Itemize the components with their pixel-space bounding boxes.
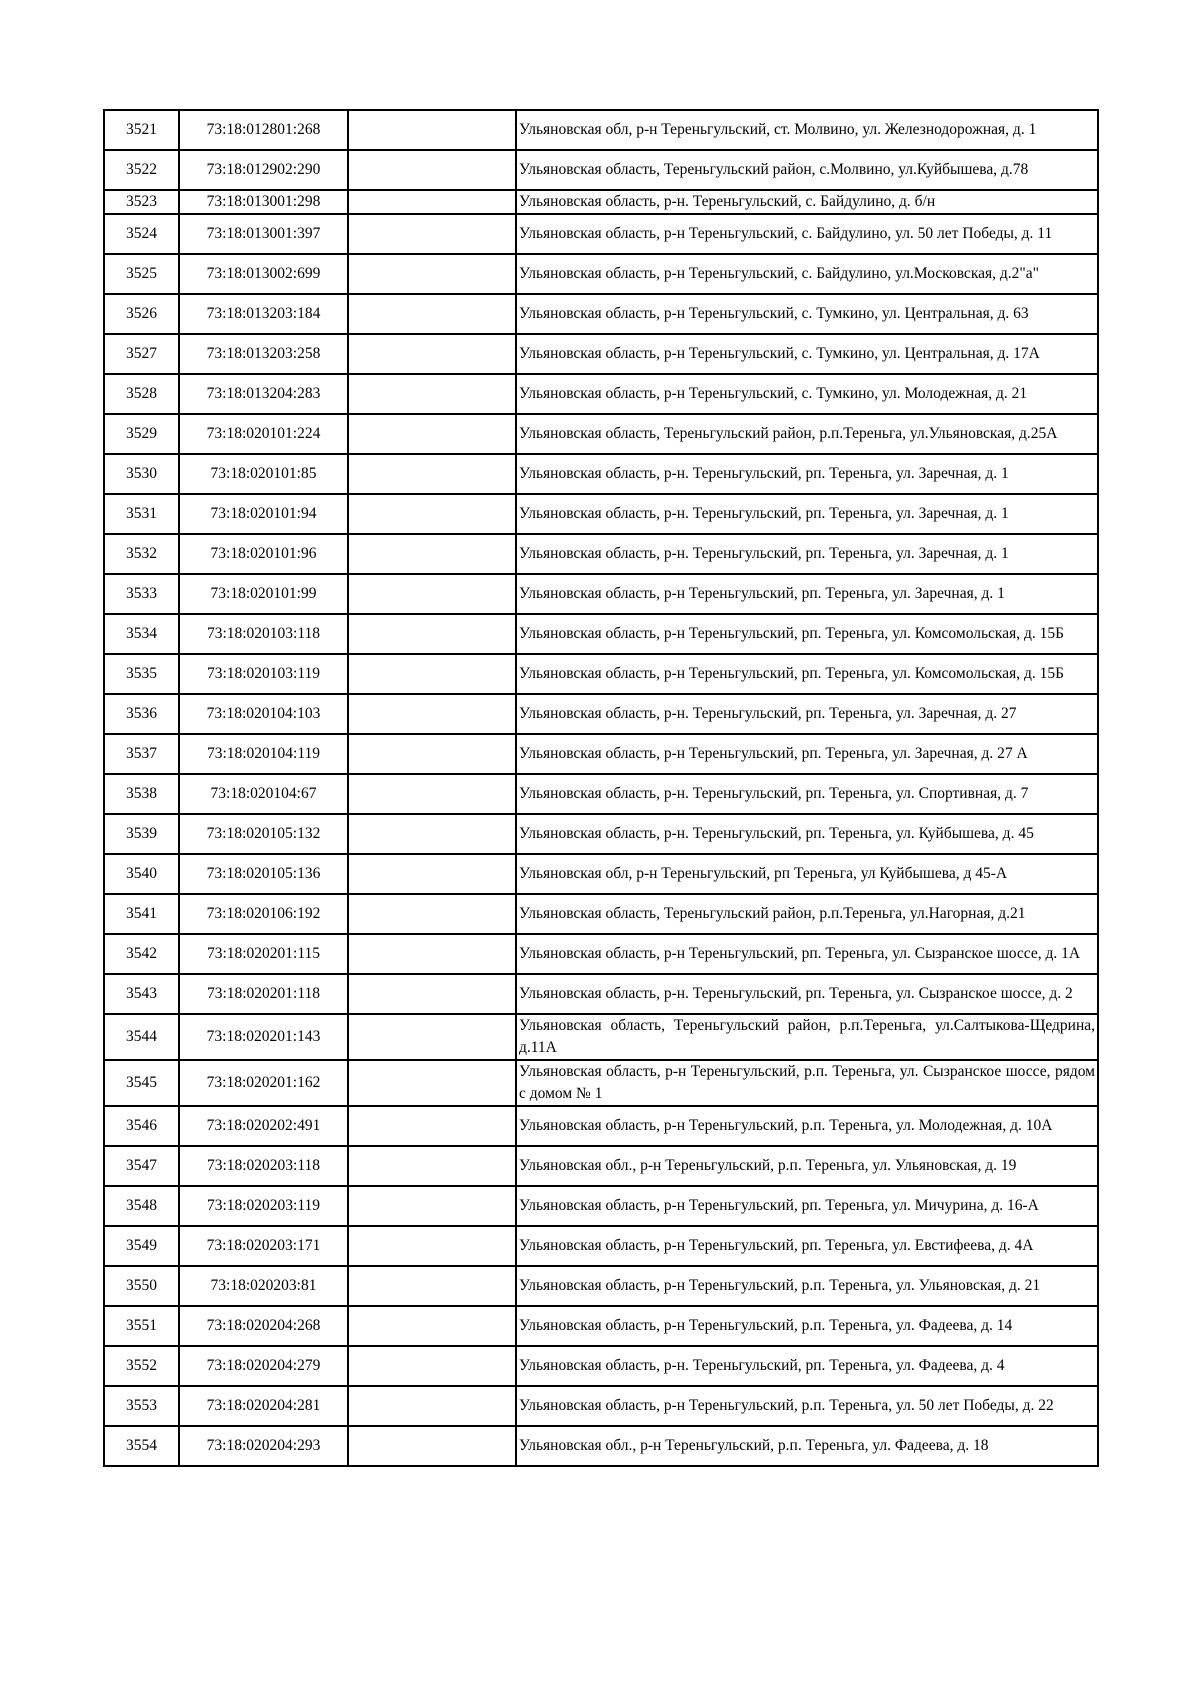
address-cell: Ульяновская область, Тереньгульский район, с.Молвино, ул.Куйбышева, д.78	[516, 150, 1098, 190]
cadastral-number-cell: 73:18:020104:103	[179, 694, 348, 734]
address-cell: Ульяновская область, р-н Тереньгульский, р.п. Тереньга, ул. Ульяновская, д. 21	[516, 1266, 1098, 1306]
row-number-cell: 3550	[104, 1266, 179, 1306]
cadastral-number-cell: 73:18:020105:132	[179, 814, 348, 854]
row-number-cell: 3539	[104, 814, 179, 854]
table-row	[104, 534, 1098, 574]
row-number-cell: 3545	[104, 1060, 179, 1106]
address-cell: Ульяновская область, Тереньгульский район, р.п.Тереньга, ул.Нагорная, д.21	[516, 894, 1098, 934]
row-number-cell: 3542	[104, 934, 179, 974]
row-number-cell: 3543	[104, 974, 179, 1014]
address-cell: Ульяновская область, р-н Тереньгульский, р.п. Тереньга, ул. 50 лет Победы, д. 22	[516, 1386, 1098, 1426]
table-row	[104, 1346, 1098, 1386]
table-row	[104, 334, 1098, 374]
row-number-cell: 3533	[104, 574, 179, 614]
row-number-cell: 3522	[104, 150, 179, 190]
table-row	[104, 294, 1098, 334]
registry-table-body	[104, 110, 1098, 1466]
address-cell: Ульяновская область, р-н. Тереньгульский, рп. Тереньга, ул. Спортивная, д. 7	[516, 774, 1098, 814]
row-number-cell: 3547	[104, 1146, 179, 1186]
empty-cell	[348, 1306, 516, 1346]
row-number-cell: 3537	[104, 734, 179, 774]
cadastral-number-cell: 73:18:020101:224	[179, 414, 348, 454]
cadastral-number-cell: 73:18:013203:258	[179, 334, 348, 374]
cadastral-number-cell: 73:18:020202:491	[179, 1106, 348, 1146]
cadastral-number-cell: 73:18:020101:99	[179, 574, 348, 614]
table-row	[104, 1186, 1098, 1226]
cadastral-number-cell: 73:18:013204:283	[179, 374, 348, 414]
row-number-cell: 3546	[104, 1106, 179, 1146]
cadastral-number-cell: 73:18:020103:118	[179, 614, 348, 654]
cadastral-number-cell: 73:18:020104:119	[179, 734, 348, 774]
empty-cell	[348, 334, 516, 374]
table-row	[104, 1306, 1098, 1346]
table-row	[104, 1386, 1098, 1426]
table-row	[104, 1146, 1098, 1186]
address-cell: Ульяновская область, р-н Тереньгульский, рп. Тереньга, ул. Сызранское шоссе, д. 1А	[516, 934, 1098, 974]
empty-cell	[348, 150, 516, 190]
empty-cell	[348, 694, 516, 734]
cadastral-number-cell: 73:18:013203:184	[179, 294, 348, 334]
address-cell: Ульяновская область, р-н Тереньгульский, р.п. Тереньга, ул. Сызранское шоссе, рядом с домом № 1	[516, 1060, 1098, 1106]
empty-cell	[348, 1146, 516, 1186]
table-row	[104, 374, 1098, 414]
empty-cell	[348, 574, 516, 614]
empty-cell	[348, 814, 516, 854]
empty-cell	[348, 734, 516, 774]
table-row	[104, 814, 1098, 854]
table-row	[104, 574, 1098, 614]
cadastral-number-cell: 73:18:020204:279	[179, 1346, 348, 1386]
cadastral-number-cell: 73:18:020204:281	[179, 1386, 348, 1426]
address-cell: Ульяновская область, р-н Тереньгульский, с. Тумкино, ул. Молодежная, д. 21	[516, 374, 1098, 414]
address-cell: Ульяновская область, р-н Тереньгульский, рп. Тереньга, ул. Комсомольская, д. 15Б	[516, 614, 1098, 654]
empty-cell	[348, 1426, 516, 1466]
address-cell: Ульяновская область, Тереньгульский район, р.п.Тереньга, ул.Салтыкова-Щедрина, д.11А	[516, 1014, 1098, 1060]
address-cell: Ульяновская обл, р-н Тереньгульский, ст. Молвино, ул. Железнодорожная, д. 1	[516, 110, 1098, 150]
table-row	[104, 1266, 1098, 1306]
empty-cell	[348, 934, 516, 974]
row-number-cell: 3536	[104, 694, 179, 734]
address-cell: Ульяновская область, р-н Тереньгульский, рп. Тереньга, ул. Заречная, д. 27 А	[516, 734, 1098, 774]
cadastral-number-cell: 73:18:020203:171	[179, 1226, 348, 1266]
table-row	[104, 494, 1098, 534]
row-number-cell: 3525	[104, 254, 179, 294]
table-row	[104, 1226, 1098, 1266]
row-number-cell: 3527	[104, 334, 179, 374]
address-cell: Ульяновская область, р-н. Тереньгульский, с. Байдулино, д. б/н	[516, 190, 1098, 214]
table-row	[104, 614, 1098, 654]
table-row	[104, 150, 1098, 190]
empty-cell	[348, 654, 516, 694]
cadastral-number-cell: 73:18:020204:268	[179, 1306, 348, 1346]
empty-cell	[348, 1266, 516, 1306]
row-number-cell: 3526	[104, 294, 179, 334]
row-number-cell: 3541	[104, 894, 179, 934]
address-cell: Ульяновская область, р-н Тереньгульский, с. Тумкино, ул. Центральная, д. 17А	[516, 334, 1098, 374]
address-cell: Ульяновская область, р-н Тереньгульский, с. Байдулино, ул. 50 лет Победы, д. 11	[516, 214, 1098, 254]
empty-cell	[348, 494, 516, 534]
address-cell: Ульяновская область, р-н Тереньгульский, рп. Тереньга, ул. Заречная, д. 1	[516, 574, 1098, 614]
empty-cell	[348, 1226, 516, 1266]
row-number-cell: 3528	[104, 374, 179, 414]
cadastral-number-cell: 73:18:020203:118	[179, 1146, 348, 1186]
table-row	[104, 974, 1098, 1014]
address-cell: Ульяновская обл., р-н Тереньгульский, р.п. Тереньга, ул. Фадеева, д. 18	[516, 1426, 1098, 1466]
cadastral-number-cell: 73:18:020201:115	[179, 934, 348, 974]
empty-cell	[348, 1014, 516, 1060]
row-number-cell: 3532	[104, 534, 179, 574]
row-number-cell: 3521	[104, 110, 179, 150]
empty-cell	[348, 614, 516, 654]
cadastral-number-cell: 73:18:020106:192	[179, 894, 348, 934]
cadastral-number-cell: 73:18:020201:143	[179, 1014, 348, 1060]
address-cell: Ульяновская область, р-н Тереньгульский, р.п. Тереньга, ул. Молодежная, д. 10А	[516, 1106, 1098, 1146]
empty-cell	[348, 1186, 516, 1226]
address-cell: Ульяновская область, р-н Тереньгульский, рп. Тереньга, ул. Мичурина, д. 16-А	[516, 1186, 1098, 1226]
table-row	[104, 454, 1098, 494]
empty-cell	[348, 1386, 516, 1426]
empty-cell	[348, 294, 516, 334]
row-number-cell: 3552	[104, 1346, 179, 1386]
row-number-cell: 3529	[104, 414, 179, 454]
cadastral-number-cell: 73:18:013001:397	[179, 214, 348, 254]
row-number-cell: 3524	[104, 214, 179, 254]
empty-cell	[348, 1060, 516, 1106]
cadastral-number-cell: 73:18:020201:162	[179, 1060, 348, 1106]
cadastral-number-cell: 73:18:020104:67	[179, 774, 348, 814]
empty-cell	[348, 190, 516, 214]
table-row	[104, 1014, 1098, 1060]
table-row	[104, 1060, 1098, 1106]
table-row	[104, 110, 1098, 150]
row-number-cell: 3535	[104, 654, 179, 694]
empty-cell	[348, 854, 516, 894]
address-cell: Ульяновская область, р-н Тереньгульский, рп. Тереньга, ул. Евстифеева, д. 4А	[516, 1226, 1098, 1266]
address-cell: Ульяновская область, р-н. Тереньгульский, рп. Тереньга, ул. Заречная, д. 1	[516, 534, 1098, 574]
empty-cell	[348, 110, 516, 150]
empty-cell	[348, 974, 516, 1014]
address-cell: Ульяновская область, р-н. Тереньгульский, рп. Тереньга, ул. Фадеева, д. 4	[516, 1346, 1098, 1386]
address-cell: Ульяновская область, р-н Тереньгульский, рп. Тереньга, ул. Комсомольская, д. 15Б	[516, 654, 1098, 694]
table-row	[104, 214, 1098, 254]
address-cell: Ульяновская область, р-н. Тереньгульский, рп. Тереньга, ул. Заречная, д. 27	[516, 694, 1098, 734]
address-cell: Ульяновская область, р-н. Тереньгульский, рп. Тереньга, ул. Сызранское шоссе, д. 2	[516, 974, 1098, 1014]
cadastral-number-cell: 73:18:020204:293	[179, 1426, 348, 1466]
table-row	[104, 254, 1098, 294]
row-number-cell: 3553	[104, 1386, 179, 1426]
table-row	[104, 190, 1098, 214]
table-row	[104, 694, 1098, 734]
cadastral-number-cell: 73:18:012902:290	[179, 150, 348, 190]
row-number-cell: 3554	[104, 1426, 179, 1466]
cadastral-number-cell: 73:18:020101:94	[179, 494, 348, 534]
address-cell: Ульяновская область, р-н Тереньгульский, с. Байдулино, ул.Московская, д.2"а"	[516, 254, 1098, 294]
address-cell: Ульяновская обл, р-н Тереньгульский, рп Тереньга, ул Куйбышева, д 45-А	[516, 854, 1098, 894]
row-number-cell: 3523	[104, 190, 179, 214]
address-cell: Ульяновская область, р-н Тереньгульский, р.п. Тереньга, ул. Фадеева, д. 14	[516, 1306, 1098, 1346]
address-cell: Ульяновская область, Тереньгульский район, р.п.Тереньга, ул.Ульяновская, д.25А	[516, 414, 1098, 454]
row-number-cell: 3551	[104, 1306, 179, 1346]
address-cell: Ульяновская область, р-н. Тереньгульский, рп. Тереньга, ул. Заречная, д. 1	[516, 494, 1098, 534]
row-number-cell: 3549	[104, 1226, 179, 1266]
address-cell: Ульяновская область, р-н. Тереньгульский, рп. Тереньга, ул. Куйбышева, д. 45	[516, 814, 1098, 854]
row-number-cell: 3538	[104, 774, 179, 814]
table-row	[104, 414, 1098, 454]
empty-cell	[348, 894, 516, 934]
row-number-cell: 3530	[104, 454, 179, 494]
empty-cell	[348, 374, 516, 414]
empty-cell	[348, 254, 516, 294]
table-row	[104, 654, 1098, 694]
row-number-cell: 3540	[104, 854, 179, 894]
cadastral-number-cell: 73:18:020203:119	[179, 1186, 348, 1226]
row-number-cell: 3531	[104, 494, 179, 534]
row-number-cell: 3544	[104, 1014, 179, 1060]
cadastral-number-cell: 73:18:012801:268	[179, 110, 348, 150]
table-row	[104, 934, 1098, 974]
empty-cell	[348, 1346, 516, 1386]
cadastral-number-cell: 73:18:020105:136	[179, 854, 348, 894]
address-cell: Ульяновская область, р-н Тереньгульский, с. Тумкино, ул. Центральная, д. 63	[516, 294, 1098, 334]
cadastral-number-cell: 73:18:020103:119	[179, 654, 348, 694]
address-cell: Ульяновская область, р-н. Тереньгульский, рп. Тереньга, ул. Заречная, д. 1	[516, 454, 1098, 494]
cadastral-number-cell: 73:18:020201:118	[179, 974, 348, 1014]
table-row	[104, 734, 1098, 774]
cadastral-number-cell: 73:18:020101:85	[179, 454, 348, 494]
row-number-cell: 3534	[104, 614, 179, 654]
table-row	[104, 1106, 1098, 1146]
address-cell: Ульяновская обл., р-н Тереньгульский, р.п. Тереньга, ул. Ульяновская, д. 19	[516, 1146, 1098, 1186]
empty-cell	[348, 534, 516, 574]
cadastral-number-cell: 73:18:020101:96	[179, 534, 348, 574]
table-row	[104, 774, 1098, 814]
property-registry-table	[103, 109, 1099, 1467]
row-number-cell: 3548	[104, 1186, 179, 1226]
cadastral-number-cell: 73:18:013001:298	[179, 190, 348, 214]
empty-cell	[348, 1106, 516, 1146]
empty-cell	[348, 414, 516, 454]
empty-cell	[348, 454, 516, 494]
empty-cell	[348, 214, 516, 254]
table-row	[104, 1426, 1098, 1466]
cadastral-number-cell: 73:18:013002:699	[179, 254, 348, 294]
table-row	[104, 854, 1098, 894]
empty-cell	[348, 774, 516, 814]
table-row	[104, 894, 1098, 934]
cadastral-number-cell: 73:18:020203:81	[179, 1266, 348, 1306]
